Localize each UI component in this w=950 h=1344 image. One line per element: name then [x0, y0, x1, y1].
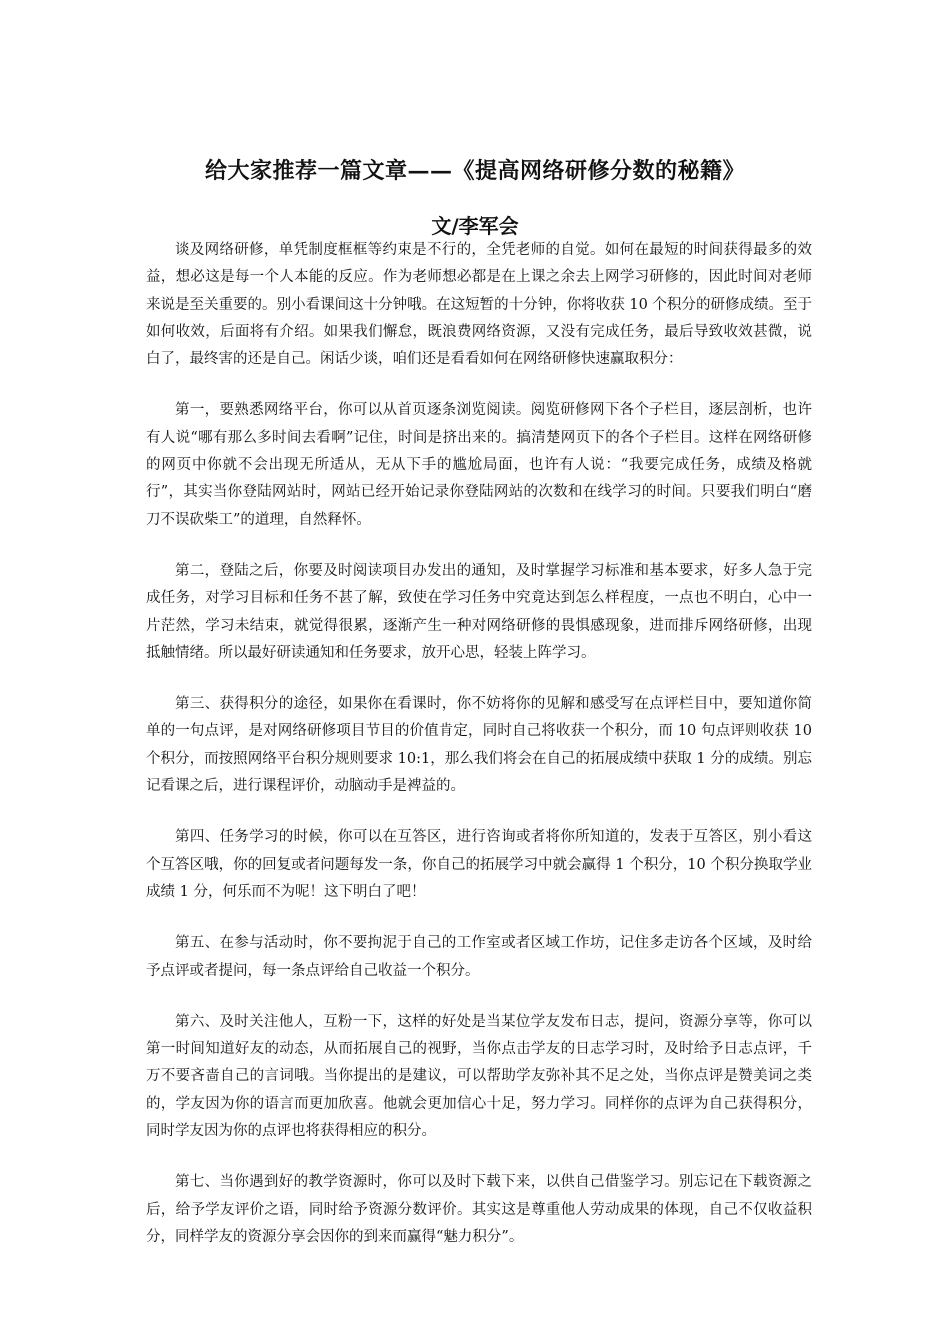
paragraph-second: 第二，登陆之后，你要及时阅读项目办发出的通知，及时掌握学习标准和基本要求，好多人急于完成任务，对学习目标和任务不甚了解，致使在学习任务中究竟达到怎么样程度，一点也不明白，心中一片茫然，学习未结束，就觉得很累，逐渐产生一种对网络研修的畏惧感现象，进而排斥网络研修，出现抵触情绪。所以最好研读通知和任务要求，放开心思，轻装上阵学习。	[146, 562, 812, 661]
paragraph-fifth: 第五、在参与活动时，你不要拘泥于自己的工作室或者区域工作坊，记住多走访各个区域，及时给予点评或者提问，每一条点评给自己收益一个积分。	[146, 935, 812, 979]
document-body	[146, 237, 812, 1275]
document-title: 给大家推荐一篇文章——《提高网络研修分数的秘籍》	[204, 158, 745, 184]
paragraph-fourth: 第四、任务学习的时候，你可以在互答区，进行咨询或者将你所知道的，发表于互答区，别小看这个互答区哦，你的回复或者问题每发一条，你自己的拓展学习中就会赢得 1 个积分，10 个积分换取学业成绩 1 分，何乐而不为呢！这下明白了吧！	[146, 829, 812, 900]
paragraph-first: 第一，要熟悉网络平台，你可以从首页逐条浏览阅读。阅览研修网下各个子栏目，逐层剖析，也许有人说“哪有那么多时间去看啊”记住，时间是挤出来的。搞清楚网页下的各个子栏目。这样在网络研修的网页中你就不会出现无所适从，无从下手的尴尬局面，也许有人说：“我要完成任务，成绩及格就行”，其实当你登陆网站时，网站已经开始记录你登陆网站的次数和在线学习的时间。只要我们明白“磨刀不误砍柴工”的道理，自然释怀。	[146, 402, 812, 528]
paragraph-sixth: 第六、及时关注他人，互粉一下，这样的好处是当某位学友发布日志，提问，资源分享等，你可以第一时间知道好友的动态，从而拓展自己的视野，当你点击学友的日志学习时，及时给予日志点评，千万不要吝啬自己的言词哦。当你提出的是建议，可以帮助学友弥补其不足之处，当你点评是赞美词之类的，学友因为你的语言而更加欣喜。他就会更加信心十足，努力学习。同样你的点评为自己获得积分，同时学友因为你的点评也将获得相应的积分。	[146, 1013, 812, 1140]
paragraph-intro: 谈及网络研修，单凭制度框框等约束是不行的，全凭老师的自觉。如何在最短的时间获得最多的效益，想必这是每一个人本能的反应。作为老师想必都是在上课之余去上网学习研修的，因此时间对老师来说是至关重要的。别小看课间这十分钟哦。在这短暂的十分钟，你将收获 10 个积分的研修成绩。至于如何收效，后面将有介绍。如果我们懈怠，既浪费网络资源，又没有完成任务，最后导致收效甚微，说白了，最终害的还是自己。闲话少谈，咱们还是看看如何在网络研修快速赢取积分：	[146, 242, 812, 368]
document-author: 文/李军会	[431, 214, 519, 238]
paragraph-third: 第三、获得积分的途径，如果你在看课时，你不妨将你的见解和感受写在点评栏目中，要知道你简单的一句点评，是对网络研修项目节目的价值肯定，同时自己将收获一个积分，而 10 句点评则收获 10 个积分，而按照网络平台积分规则要求 10:1，那么我们将会在自己的拓展成绩中获取 1 分的成绩。别忘记看课之后，进行课程评价，动脑动手是裨益的。	[146, 696, 812, 795]
paragraph-seventh: 第七、当你遇到好的教学资源时，你可以及时下载下来，以供自己借鉴学习。别忘记在下载资源之后，给予学友评价之语，同时给予资源分数评价。其实这是尊重他人劳动成果的体现，自己不仅收益积分，同样学友的资源分享会因你的到来而赢得“魅力积分”。	[146, 1174, 812, 1245]
